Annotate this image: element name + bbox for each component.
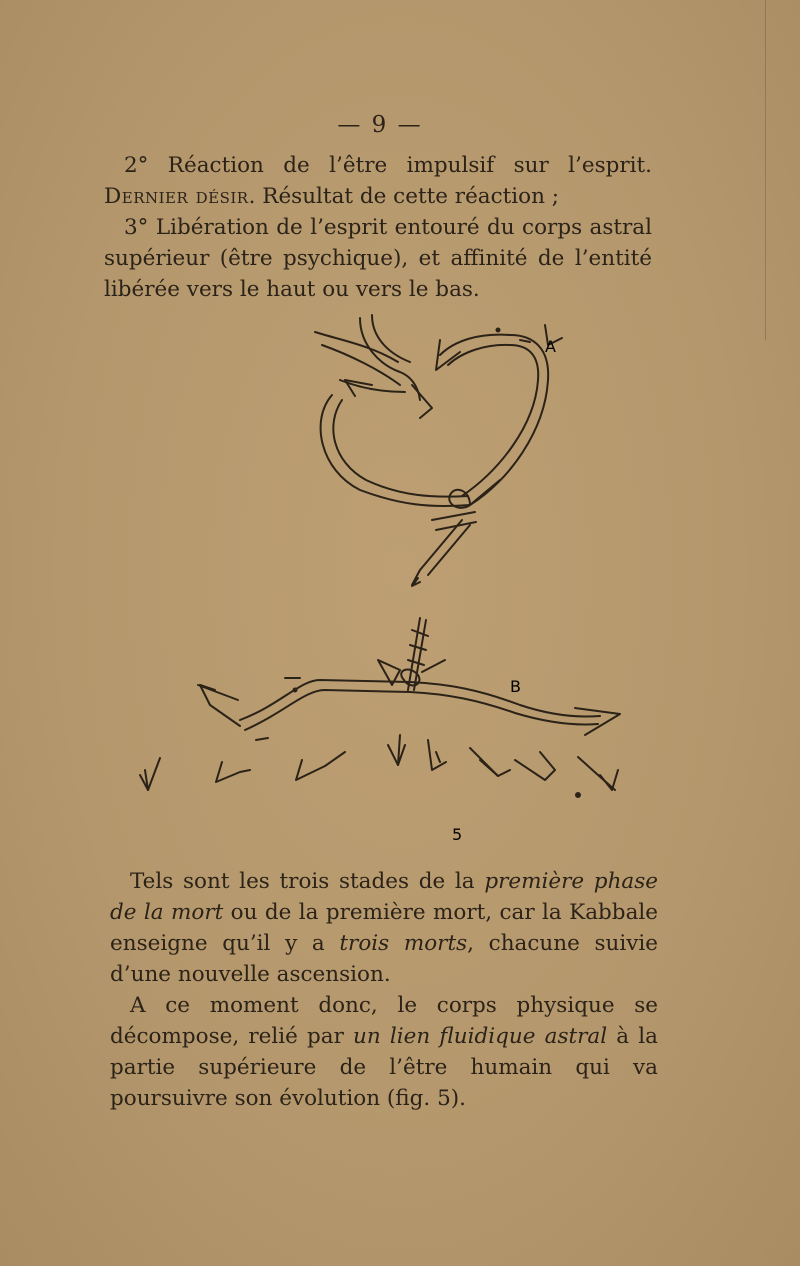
fluidic-link-term: un lien fluidique astral (353, 1024, 608, 1049)
first-phase-term: première phase de la mort (110, 869, 658, 925)
reaction-text: 2° Réaction de l’être impulsif sur l’esprit. (124, 153, 652, 178)
label-a: A (545, 337, 556, 356)
figure-5-drawing (0, 300, 800, 860)
paragraph-reaction (104, 150, 652, 212)
dernier-desir-term: Dernier désir (104, 184, 249, 209)
fluid-link-diagram (140, 618, 620, 797)
top-text-block (104, 150, 652, 305)
reaction-result-text: . Résultat de cette réaction ; (248, 184, 560, 209)
paragraph-liberation: 3° Libération de l’esprit entouré du corps astral supérieur (être psychique), et affinité de l’entité libérée vers le haut ou vers le bas. (104, 215, 652, 302)
stages-text-b: ou de la première mort, car la Kabbale enseigne qu’il y a (110, 900, 658, 956)
decomposition-text-a: A ce moment donc, le corps physique se décompose, relié par (110, 993, 658, 1049)
stages-text-a: Tels sont les trois stades de la (130, 869, 485, 894)
paragraph-decomposition (110, 990, 658, 1114)
figure-number: 5 (452, 825, 463, 844)
label-b: B (510, 677, 521, 696)
stages-text-c: , chacune suivie d’une nouvelle ascension. (110, 931, 658, 987)
decomposition-text-b: à la partie supérieure de l’être humain qui va poursuivre son évolution (fig. 5). (110, 1024, 658, 1111)
bottom-text-block (110, 866, 658, 1114)
page-number: — 9 — (337, 112, 423, 138)
page-edge (765, 0, 800, 340)
three-deaths-term: trois morts (339, 931, 468, 956)
heart-loop-diagram (315, 315, 562, 586)
paragraph-three-stages (110, 866, 658, 990)
